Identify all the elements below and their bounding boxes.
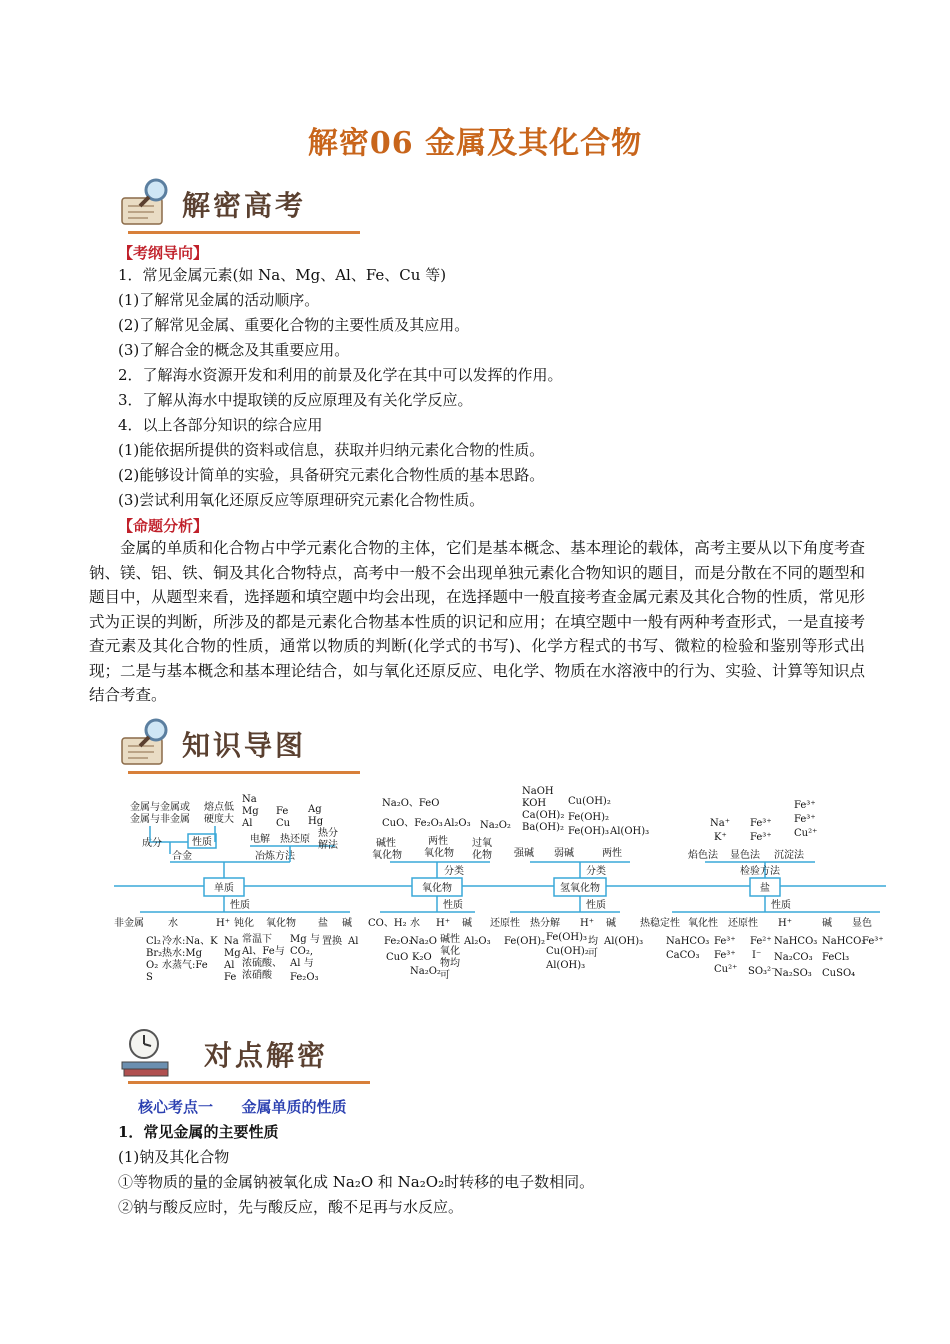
map-label: 碱: [606, 918, 616, 929]
map-label: 金属与金属或: [130, 802, 190, 813]
map-label: Al₂O₃: [444, 818, 471, 829]
core-point-heading: [138, 1096, 347, 1117]
map-label: Al(OH)₃: [604, 936, 644, 947]
map-label: 性质: [230, 900, 250, 911]
map-label: Cu(OH)₂: [568, 796, 611, 807]
map-label: Na₂O、FeO: [382, 798, 440, 809]
map-label: 水: [168, 918, 178, 929]
map-label: 非金属: [114, 918, 144, 929]
map-label: 性质: [443, 900, 463, 911]
map-label: Cu(OH)₂: [546, 946, 589, 957]
map-label: 分类: [586, 866, 606, 877]
map-label: 两性: [602, 848, 622, 859]
map-label: Fe³⁺: [750, 818, 772, 829]
map-node-label: 盐: [760, 883, 770, 894]
map-label: 电解: [250, 834, 270, 845]
kaogang-line: 1．常见金属元素(如 Na、Mg、Al、Fe、Cu 等): [118, 266, 447, 284]
section-heading: 1．常见金属的主要性质: [118, 1123, 279, 1141]
map-label: Na: [242, 794, 257, 805]
core-point-label: 核心考点一: [138, 1098, 214, 1116]
map-label: 水蒸气:Fe: [162, 960, 208, 971]
map-label: 浓硫酸、: [242, 958, 282, 969]
map-label: 热分解: [530, 918, 560, 929]
kaogang-line: 3．了解从海水中提取镁的反应原理及有关化学反应。: [118, 391, 473, 409]
map-label: Na: [224, 936, 239, 947]
map-label: O₂: [146, 960, 159, 971]
map-label: Fe²⁺: [750, 936, 772, 947]
map-label: 均: [588, 936, 598, 947]
map-label: 强碱: [514, 848, 534, 859]
banner-underline: [128, 1081, 370, 1084]
section-banner-daotu: [118, 716, 358, 774]
map-label: SO₃²⁻: [748, 966, 777, 977]
map-label: 还原性: [728, 918, 758, 929]
map-label: Fe³⁺: [750, 832, 772, 843]
map-label: Al 与: [290, 958, 314, 969]
map-label: 可: [588, 948, 598, 959]
map-label: 碱: [462, 918, 472, 929]
map-label: 性质: [771, 900, 791, 911]
map-label: H⁺: [436, 918, 450, 929]
map-label: Al: [242, 818, 253, 829]
banner-underline: [128, 231, 360, 234]
clock-books-icon: [118, 1026, 180, 1080]
map-label: 冷水:Na、K: [162, 936, 218, 947]
map-label: 氧化物: [266, 918, 296, 929]
kaogang-line: (1)能依据所提供的资料或信息，获取并归纳元素化合物的性质。: [118, 441, 545, 459]
map-label: Fe₂O₃: [384, 936, 413, 947]
map-label: Ba(OH)₂: [522, 822, 565, 833]
kaogang-line: (3)尝试利用氧化还原反应等原理研究元素化合物性质。: [118, 491, 485, 509]
map-label: Al(OH)₃: [610, 826, 650, 837]
map-label: CuSO₄: [822, 968, 856, 979]
map-label: Al: [224, 960, 235, 971]
map-label: 性质: [192, 837, 212, 848]
map-label: Fe³⁺: [794, 814, 816, 825]
map-label: 解法: [318, 840, 338, 851]
banner-title: 知识导图: [182, 729, 307, 762]
map-label: Ag: [308, 804, 322, 815]
kaogang-line: (2)能够设计简单的实验，具备研究元素化合物性质的基本思路。: [118, 466, 545, 484]
map-label: 浓硝酸: [242, 970, 272, 981]
map-label: Fe: [276, 806, 289, 817]
map-label: H⁺: [778, 918, 792, 929]
map-label: 氧化: [440, 946, 460, 957]
map-label: CO、H₂: [368, 918, 407, 929]
map-label: Mg: [224, 948, 241, 959]
map-label: 钝化: [234, 918, 254, 929]
map-label: 熔点低: [204, 802, 234, 813]
map-label: Fe(OH)₃: [546, 932, 588, 943]
map-label: Fe₂O₃: [290, 972, 319, 983]
map-label: NaHCO₃: [774, 936, 818, 947]
map-label: NaHCO₃: [666, 936, 710, 947]
map-label: Br₂: [146, 948, 163, 959]
map-label: H⁺: [580, 918, 594, 929]
mingti-tag: 【命题分析】: [118, 517, 209, 535]
map-label: CO₂,: [290, 946, 314, 957]
section-line: ②钠与酸反应时，先与酸反应，酸不足再与水反应。: [118, 1198, 464, 1216]
map-label: FeCl₃: [822, 952, 850, 963]
map-label: 性质: [586, 900, 606, 911]
map-label: 检验方法: [740, 866, 780, 877]
map-label: Na₂O: [410, 936, 437, 947]
map-label: Mg 与: [290, 934, 320, 945]
kaogang-line: (1)了解常见金属的活动顺序。: [118, 291, 320, 309]
map-label: 碱性: [376, 838, 396, 849]
map-label: Na₂O₂: [480, 820, 511, 831]
kaogang-line: (3)了解合金的概念及其重要应用。: [118, 341, 350, 359]
knowledge-map: [110, 784, 890, 994]
banner-title: 解密高考: [182, 189, 307, 222]
map-label: 过氧: [472, 838, 492, 849]
map-label: Cu: [276, 818, 291, 829]
map-label: 置换: [322, 936, 342, 947]
map-label: Fe³⁺: [794, 800, 816, 811]
map-label: 热还原: [280, 834, 310, 845]
map-node-label: 单质: [214, 883, 234, 894]
map-label: H⁺: [216, 918, 230, 929]
map-label: Fe³⁺: [714, 950, 736, 961]
kaogang-line: 4．以上各部分知识的综合应用: [118, 416, 323, 434]
section-line: ①等物质的量的金属钠被氧化成 Na₂O 和 Na₂O₂时转移的电子数相同。: [118, 1173, 595, 1191]
map-label: 氧化物: [372, 850, 402, 861]
map-label: 氧化性: [688, 918, 718, 929]
map-label: Na⁺: [710, 818, 730, 829]
map-label: Na₂SO₃: [774, 968, 812, 979]
map-label: 冶炼方法: [255, 851, 295, 862]
map-label: Fe: [224, 972, 237, 983]
map-label: Cu²⁺: [714, 964, 738, 975]
map-label: 成分: [142, 838, 162, 849]
map-label: Al: [348, 936, 359, 947]
map-label: 沉淀法: [774, 850, 804, 861]
map-label: Al(OH)₃: [546, 960, 586, 971]
map-label: Fe³⁺: [862, 936, 884, 947]
map-label: Na₂O₂: [410, 966, 441, 977]
map-label: CaCO₃: [666, 950, 700, 961]
magnifier-book-icon: [118, 716, 180, 770]
map-label: NaHCO₃: [822, 936, 866, 947]
core-point-topic: 金属单质的性质: [241, 1098, 347, 1116]
map-label: CuO、Fe₂O₃: [382, 818, 443, 829]
map-label: 金属与非金属: [130, 814, 190, 825]
map-label: 盐: [318, 918, 328, 929]
map-label: Fe(OH)₂: [568, 812, 610, 823]
map-label: K₂O: [412, 952, 432, 963]
map-label: 热分: [318, 828, 338, 839]
map-label: 显色法: [730, 850, 760, 861]
map-label: 水: [410, 918, 420, 929]
map-label: 硬度大: [204, 814, 234, 825]
map-label: Al、Fe与: [242, 946, 285, 957]
map-label: 物均: [440, 958, 460, 969]
kaogang-line: (2)了解常见金属、重要化合物的主要性质及其应用。: [118, 316, 470, 334]
mingti-paragraph: 金属的单质和化合物占中学元素化合物的主体，它们是基本概念、基本理论的载体，高考主要从以下角度考查钠、镁、铝、铁、铜及其化合物特点，高考中一般不会出现单独元素化合物知识的题目，而是分散在不同的题型和题目中，从题型来看，选择题和填空题中均会出现，在选择题中一般直接考查金属元素及其化合物的性质，常见形式为正误的判断，所涉及的都是元素化合物基本性质的识记和应用；在填空题中一般有两种考查形式，一是直接考查元素及其化合物的性质，通常以物质的判断(化学式的书写)、化学方程式的书写、微粒的检验和鉴别等形式出现；二是与基本概念和基本理论结合，如与氧化还原反应、电化学、物质在水溶液中的行为、实验、计算等知识点结合考查。: [89, 539, 865, 704]
map-label: 化物: [472, 850, 492, 861]
map-label: S: [146, 972, 153, 983]
section-banner-duidian: [118, 1026, 368, 1084]
banner-title: 对点解密: [204, 1039, 329, 1072]
kaogang-line: 2．了解海水资源开发和利用的前景及化学在其中可以发挥的作用。: [118, 366, 563, 384]
map-label: NaOH: [522, 786, 554, 797]
banner-underline: [128, 771, 360, 774]
map-label: Al₂O₃: [464, 936, 491, 947]
map-label: Mg: [242, 806, 259, 817]
map-label: Cu²⁺: [794, 828, 818, 839]
section-line: (1)钠及其化合物: [118, 1148, 230, 1166]
map-label: 分类: [444, 866, 464, 877]
map-label: Fe(OH)₂: [504, 936, 546, 947]
map-label: 碱: [822, 918, 832, 929]
map-label: Fe(OH)₃: [568, 826, 610, 837]
page-title: 解密06 金属及其化合物: [307, 126, 643, 161]
map-label: Fe³⁺: [714, 936, 736, 947]
map-label: 弱碱: [554, 848, 574, 859]
map-label: 合金: [172, 851, 192, 862]
map-label: 常温下: [242, 934, 272, 945]
map-node-label: 氢氧化物: [560, 883, 600, 894]
map-label: 碱: [342, 918, 352, 929]
map-label: 显色: [852, 918, 872, 929]
map-label: 碱性: [440, 934, 460, 945]
section-banner-gaokao: [118, 176, 358, 234]
map-label: 两性: [428, 836, 448, 847]
map-label: 焰色法: [688, 850, 718, 861]
map-label: K⁺: [714, 832, 727, 843]
map-label: Hg: [308, 816, 324, 827]
map-label: Cl₂: [146, 936, 161, 947]
map-node-label: 氧化物: [422, 883, 452, 894]
map-label: Ca(OH)₂: [522, 810, 565, 821]
map-label: 可: [440, 970, 450, 981]
map-label: I⁻: [752, 950, 762, 961]
kaogang-tag: 【考纲导向】: [118, 244, 209, 262]
map-label: 热水:Mg: [162, 948, 203, 959]
magnifier-book-icon: [118, 176, 180, 230]
map-label: 氧化物: [424, 848, 454, 859]
map-label: Na₂CO₃: [774, 952, 813, 963]
map-label: 还原性: [490, 918, 520, 929]
map-label: KOH: [522, 798, 547, 809]
map-label: 热稳定性: [640, 918, 680, 929]
map-label: CuO: [386, 952, 409, 963]
